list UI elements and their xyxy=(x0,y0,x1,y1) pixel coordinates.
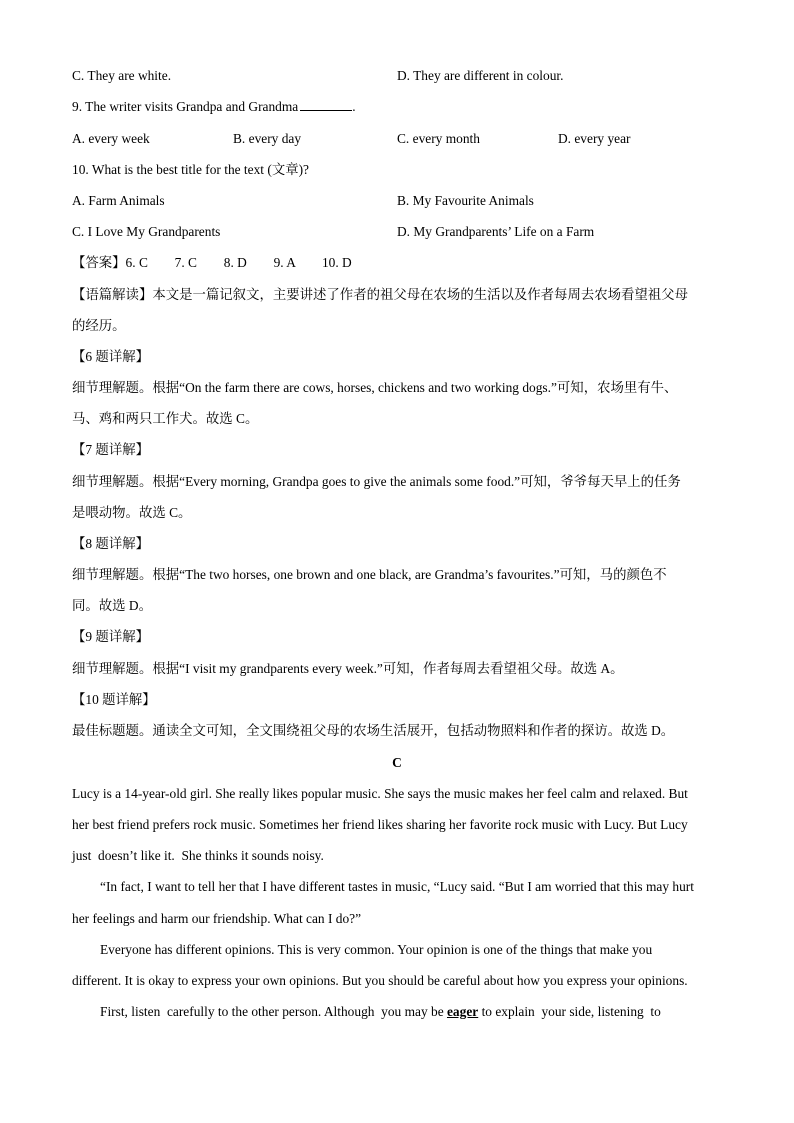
explain6-line-2: 马、鸡和两只工作犬。故选 C。 xyxy=(72,411,259,426)
q8-option-d: D. They are different in colour. xyxy=(397,68,564,83)
vocab-word-eager: eager xyxy=(446,1004,479,1019)
q10-option-d: D. My Grandparents’ Life on a Farm xyxy=(397,224,595,239)
passage-p4-line-1 xyxy=(100,1003,661,1021)
q9-option-a: A. every week xyxy=(72,131,150,146)
explain6-heading: 【6 题详解】 xyxy=(72,349,149,364)
q9-stem xyxy=(72,98,356,116)
q9-period: . xyxy=(352,99,356,114)
explain7-line-2: 是喂动物。故选 C。 xyxy=(72,505,192,520)
q10-option-a: A. Farm Animals xyxy=(72,193,165,208)
q8-option-c: C. They are white. xyxy=(72,68,172,83)
explain7-heading: 【7 题详解】 xyxy=(72,442,149,457)
passage-p3-line-2: different. It is okay to express your own opinions. But you should be careful about how you express your opinions. xyxy=(72,973,688,988)
q10-option-b: B. My Favourite Animals xyxy=(397,193,534,208)
answer-blank xyxy=(300,98,352,111)
section-c-heading: C xyxy=(392,755,402,770)
explain9-heading: 【9 题详解】 xyxy=(72,629,149,644)
analysis-line-1: 【语篇解读】本文是一篇记叙文，主要讲述了作者的祖父母在农场的生活以及作者每周去农场看望祖父母 xyxy=(72,287,688,302)
answer-key: 【答案】6. C 7. C 8. D 9. A 10. D xyxy=(72,255,352,270)
explain10-heading: 【10 题详解】 xyxy=(72,692,156,707)
analysis-line-2: 的经历。 xyxy=(72,318,126,333)
explain8-heading: 【8 题详解】 xyxy=(72,536,149,551)
q9-stem-text: 9. The writer visits Grandpa and Grandma xyxy=(72,99,299,114)
passage-p3-line-1: Everyone has different opinions. This is very common. Your opinion is one of the things that make you xyxy=(100,942,653,957)
passage-p4-pre: First, listen carefully to the other person. Although you may be xyxy=(100,1004,447,1019)
explain10-line-1: 最佳标题题。通读全文可知，全文围绕祖父母的农场生活展开，包括动物照料和作者的探访。故选 D。 xyxy=(72,723,675,738)
passage-p1-line-2: her best friend prefers rock music. Sometimes her friend likes sharing her favorite rock music with Lucy. But Lucy xyxy=(72,817,688,832)
q9-option-b: B. every day xyxy=(233,131,302,146)
q10-stem: 10. What is the best title for the text (文章)? xyxy=(72,162,310,177)
explain8-line-1: 细节理解题。根据“The two horses, one brown and one black, are Grandma’s favourites.”可知，马的颜色不 xyxy=(72,567,667,582)
passage-p2-line-1: “In fact, I want to tell her that I have different tastes in music, “Lucy said. “But I am worried that this may hurt xyxy=(100,879,694,894)
explain6-line-1: 细节理解题。根据“On the farm there are cows, horses, chickens and two working dogs.”可知，农场里有牛、 xyxy=(72,380,678,395)
passage-p2-line-2: her feelings and harm our friendship. What can I do?” xyxy=(72,911,362,926)
passage-p1-line-3: just doesn’t like it. She thinks it sounds noisy. xyxy=(72,848,324,863)
explain9-line-1: 细节理解题。根据“I visit my grandparents every week.”可知，作者每周去看望祖父母。故选 A。 xyxy=(72,661,624,676)
q9-option-d: D. every year xyxy=(558,131,631,146)
passage-p1-line-1: Lucy is a 14-year-old girl. She really likes popular music. She says the music makes her feel calm and relaxed. But xyxy=(72,786,688,801)
q10-option-c: C. I Love My Grandparents xyxy=(72,224,221,239)
passage-p4-post: to explain your side, listening to xyxy=(478,1004,661,1019)
explain7-line-1: 细节理解题。根据“Every morning, Grandpa goes to give the animals some food.”可知，爷爷每天早上的任务 xyxy=(72,474,681,489)
explain8-line-2: 同。故选 D。 xyxy=(72,598,152,613)
q9-option-c: C. every month xyxy=(397,131,480,146)
